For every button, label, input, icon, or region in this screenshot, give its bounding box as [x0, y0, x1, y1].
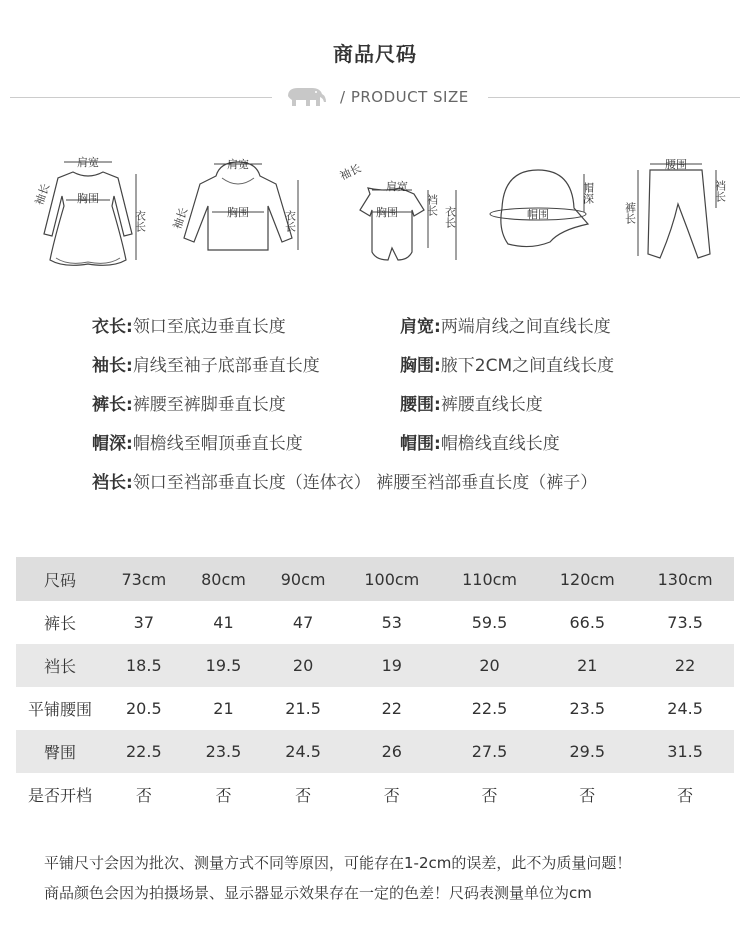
table-row: [16, 644, 734, 687]
table-cell: 59.5: [441, 601, 539, 644]
table-cell: 22: [636, 644, 734, 687]
table-cell: 66.5: [538, 601, 636, 644]
header-cell: 尺码: [16, 557, 104, 601]
table-cell: 73.5: [636, 601, 734, 644]
header-cell: 73cm: [104, 557, 184, 601]
table-cell: 24.5: [636, 687, 734, 730]
table-cell: 21.5: [263, 687, 343, 730]
def-value: 帽檐线至帽顶垂直长度: [132, 434, 303, 454]
def-value: 裤腰直线长度: [440, 395, 543, 415]
def-item: [92, 429, 303, 453]
def-key: 帽深:: [92, 434, 133, 454]
def-key: 裆长:: [92, 473, 133, 493]
romper-length-label: 衣长: [443, 206, 457, 228]
def-item: [92, 468, 597, 492]
table-row: [16, 601, 734, 644]
hoodie-chest-label: 胸围: [227, 206, 249, 219]
romper-shoulder-label: 肩宽: [386, 180, 408, 193]
def-value: 领口至底边垂直长度: [132, 317, 286, 337]
def-value: 帽檐线直线长度: [440, 434, 560, 454]
header-cell: 80cm: [184, 557, 264, 601]
def-key: 肩宽:: [400, 317, 441, 337]
def-key: 帽围:: [400, 434, 441, 454]
header-cell: 120cm: [538, 557, 636, 601]
notes: [44, 848, 631, 908]
table-cell: 31.5: [636, 730, 734, 773]
page-title: 商品尺码: [333, 42, 417, 66]
def-item: [92, 390, 286, 414]
header-cell: 130cm: [636, 557, 734, 601]
romper-diagram: [328, 150, 478, 280]
table-row: [16, 730, 734, 773]
def-key: 衣长:: [92, 317, 133, 337]
row-label: 裆长: [16, 644, 104, 687]
divider-right: [488, 97, 740, 98]
romper-sleeve-label: 袖长: [337, 161, 364, 183]
table-cell: 24.5: [263, 730, 343, 773]
header-cell: 100cm: [343, 557, 441, 601]
table-cell: 22.5: [441, 687, 539, 730]
dress-shoulder-label: 肩宽: [77, 156, 99, 169]
row-label: 平铺腰围: [16, 687, 104, 730]
pants-crotch-label: 裆长: [713, 180, 727, 202]
size-table-header: [16, 557, 734, 601]
table-cell: 否: [104, 773, 184, 816]
romper-chest-label: 胸围: [376, 206, 398, 219]
table-cell: 否: [538, 773, 636, 816]
cap-diagram: [480, 150, 620, 280]
def-item: [400, 429, 560, 453]
dress-length-label: 衣长: [133, 210, 147, 232]
subtitle-row: [10, 86, 740, 110]
header-cell: 110cm: [441, 557, 539, 601]
cap-depth-label: 帽深: [581, 182, 595, 204]
dress-diagram: [28, 150, 158, 280]
romper-outline: [360, 188, 424, 260]
def-value: 两端肩线之间直线长度: [440, 317, 611, 337]
table-cell: 否: [263, 773, 343, 816]
def-key: 裤长:: [92, 395, 133, 415]
def-value: 腋下2CM之间直线长度: [440, 356, 615, 376]
table-cell: 47: [263, 601, 343, 644]
table-cell: 否: [343, 773, 441, 816]
table-cell: 23.5: [184, 730, 264, 773]
dress-chest-label: 胸围: [77, 192, 99, 205]
def-key: 袖长:: [92, 356, 133, 376]
table-cell: 21: [184, 687, 264, 730]
def-value: 肩线至袖子底部垂直长度: [132, 356, 320, 376]
def-item: [400, 351, 614, 375]
table-row: [16, 773, 734, 816]
hoodie-hood: [222, 178, 254, 184]
hoodie-diagram: [168, 150, 308, 280]
pants-length-label: 裤长: [623, 202, 637, 224]
table-cell: 21: [538, 644, 636, 687]
divider-left: [10, 97, 272, 98]
table-cell: 20: [441, 644, 539, 687]
table-cell: 26: [343, 730, 441, 773]
def-value: 裤腰至裤脚垂直长度: [132, 395, 286, 415]
table-cell: 19.5: [184, 644, 264, 687]
pants-outline: [648, 170, 710, 258]
table-cell: 22.5: [104, 730, 184, 773]
table-cell: 53: [343, 601, 441, 644]
note-line: 商品颜色会因为拍摄场景、显示器显示效果存在一定的色差！尺码表测量单位为cm: [44, 884, 592, 902]
table-cell: 否: [636, 773, 734, 816]
romper-crotch-label: 裆长: [425, 194, 439, 216]
header-cell: 90cm: [263, 557, 343, 601]
hoodie-length-label: 衣长: [283, 210, 297, 232]
def-item: [400, 312, 611, 336]
table-cell: 20: [263, 644, 343, 687]
row-label: 裤长: [16, 601, 104, 644]
table-cell: 23.5: [538, 687, 636, 730]
def-item: [92, 312, 286, 336]
pants-diagram: [620, 150, 750, 280]
dress-outline: [44, 172, 132, 265]
def-key: 胸围:: [400, 356, 441, 376]
table-row: [16, 687, 734, 730]
garment-diagrams: [0, 150, 750, 280]
table-cell: 41: [184, 601, 264, 644]
table-cell: 22: [343, 687, 441, 730]
table-cell: 否: [441, 773, 539, 816]
elephant-icon: [280, 84, 332, 110]
table-cell: 29.5: [538, 730, 636, 773]
dress-sleeve-label: 袖长: [32, 181, 53, 208]
hoodie-shoulder-label: 肩宽: [227, 158, 249, 171]
size-table: [16, 557, 734, 816]
table-cell: 37: [104, 601, 184, 644]
row-label: 臀围: [16, 730, 104, 773]
note-line: 平铺尺寸会因为批次、测量方式不同等原因，可能存在1-2cm的误差，此不为质量问题！: [44, 854, 632, 872]
table-cell: 19: [343, 644, 441, 687]
def-item: [400, 390, 543, 414]
page-subtitle: / PRODUCT SIZE: [340, 88, 469, 106]
def-key: 腰围:: [400, 395, 441, 415]
def-value: 领口至裆部垂直长度（连体衣） 裤腰至裆部垂直长度（裤子）: [132, 473, 598, 493]
row-label: 是否开档: [16, 773, 104, 816]
pants-waist-label: 腰围: [665, 158, 687, 171]
table-cell: 27.5: [441, 730, 539, 773]
table-cell: 20.5: [104, 687, 184, 730]
dress-hem: [56, 258, 120, 263]
table-cell: 18.5: [104, 644, 184, 687]
cap-circumference-label: 帽围: [527, 208, 549, 221]
hoodie-sleeve-label: 袖长: [170, 205, 191, 232]
table-cell: 否: [184, 773, 264, 816]
def-item: [92, 351, 320, 375]
